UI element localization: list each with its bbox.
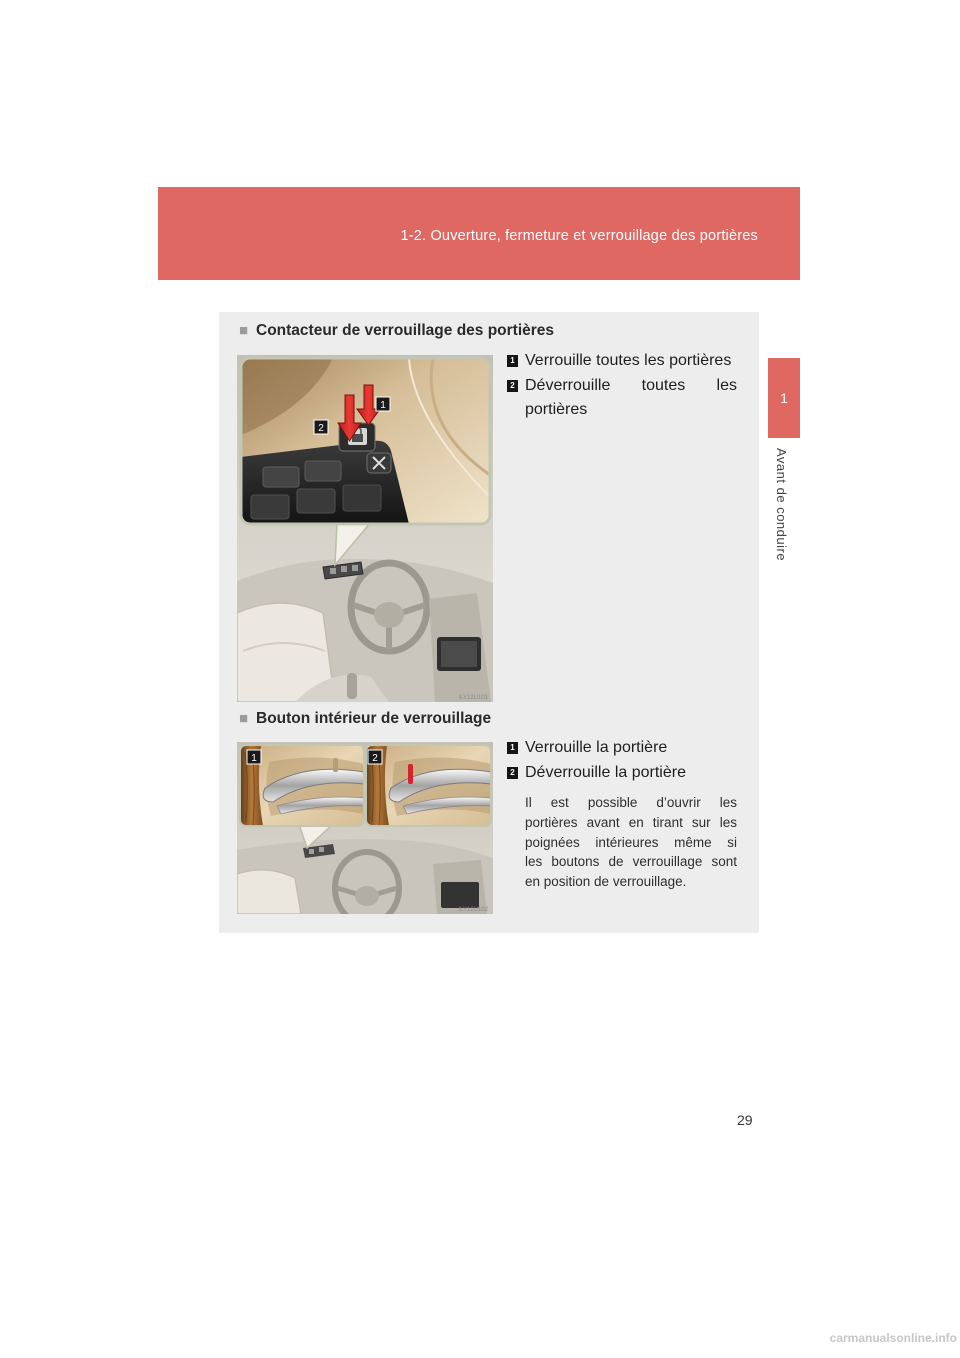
item-text: Verrouille la portière <box>525 739 668 756</box>
callout-label: 1 <box>251 753 257 764</box>
section-heading-inside-lock-button <box>239 710 491 728</box>
item-number-badge: 1 <box>507 355 518 367</box>
note-line: les boutons de verrouillage sont <box>525 854 737 870</box>
callout-badge-1 <box>376 397 390 411</box>
window-lock-button <box>367 453 391 473</box>
door-handle-closeup-unlocked <box>366 745 491 826</box>
chapter-number: 1 <box>780 390 788 406</box>
item-text: Déverrouille toutes les portières <box>525 376 737 418</box>
heading-text: Contacteur de verrouillage des portières <box>256 322 555 339</box>
heading-bullet: ■ <box>239 710 249 727</box>
figure-code: ILY12U101 <box>458 695 488 701</box>
item-number-badge: 2 <box>507 767 518 779</box>
item-number-badge: 1 <box>507 742 518 754</box>
note-line: Il est possible d’ouvrir les <box>525 795 737 810</box>
item-text: Déverrouille la portière <box>525 763 686 781</box>
section-title: 1-2. Ouverture, fermeture et verrouillage des portières <box>400 228 758 244</box>
list-item <box>507 374 737 423</box>
lock-indicator-red <box>408 764 413 784</box>
callout-label: 1 <box>380 400 386 411</box>
heading-text: Bouton intérieur de verrouillage <box>256 710 492 727</box>
chapter-title: Avant de conduire <box>774 448 789 562</box>
item-number-badge: 2 <box>507 380 518 392</box>
item-text: Verrouille toutes les portières <box>525 352 732 369</box>
figure-code: ILY12U102 <box>458 907 488 913</box>
inside-lock-functions-list <box>507 736 737 785</box>
section-header-band <box>158 187 800 280</box>
callout-badge-2 <box>314 420 328 434</box>
page-number: 29 <box>737 1112 753 1128</box>
list-item <box>507 761 737 786</box>
door-lock-switch-figure <box>237 355 493 702</box>
list-item <box>507 736 737 761</box>
chapter-tab <box>768 358 800 438</box>
callout-badge-1 <box>247 750 261 764</box>
list-item <box>507 349 737 374</box>
inside-handle-note <box>525 793 737 892</box>
note-line: en position de verrouillage. <box>525 874 687 889</box>
note-line: portières avant en tirant sur les <box>525 814 737 830</box>
callout-badge-2 <box>368 750 382 764</box>
note-line: poignées intérieures même si <box>525 834 737 850</box>
callout-label: 2 <box>318 423 324 434</box>
section-heading-lock-switch <box>239 322 554 340</box>
inside-lock-button-figure <box>237 742 493 914</box>
lock-switch-functions-list <box>507 349 737 423</box>
door-switch-closeup <box>241 358 490 524</box>
site-watermark: carmanualsonline.info <box>829 1331 957 1345</box>
callout-label: 2 <box>372 753 378 764</box>
heading-bullet: ■ <box>239 322 249 339</box>
